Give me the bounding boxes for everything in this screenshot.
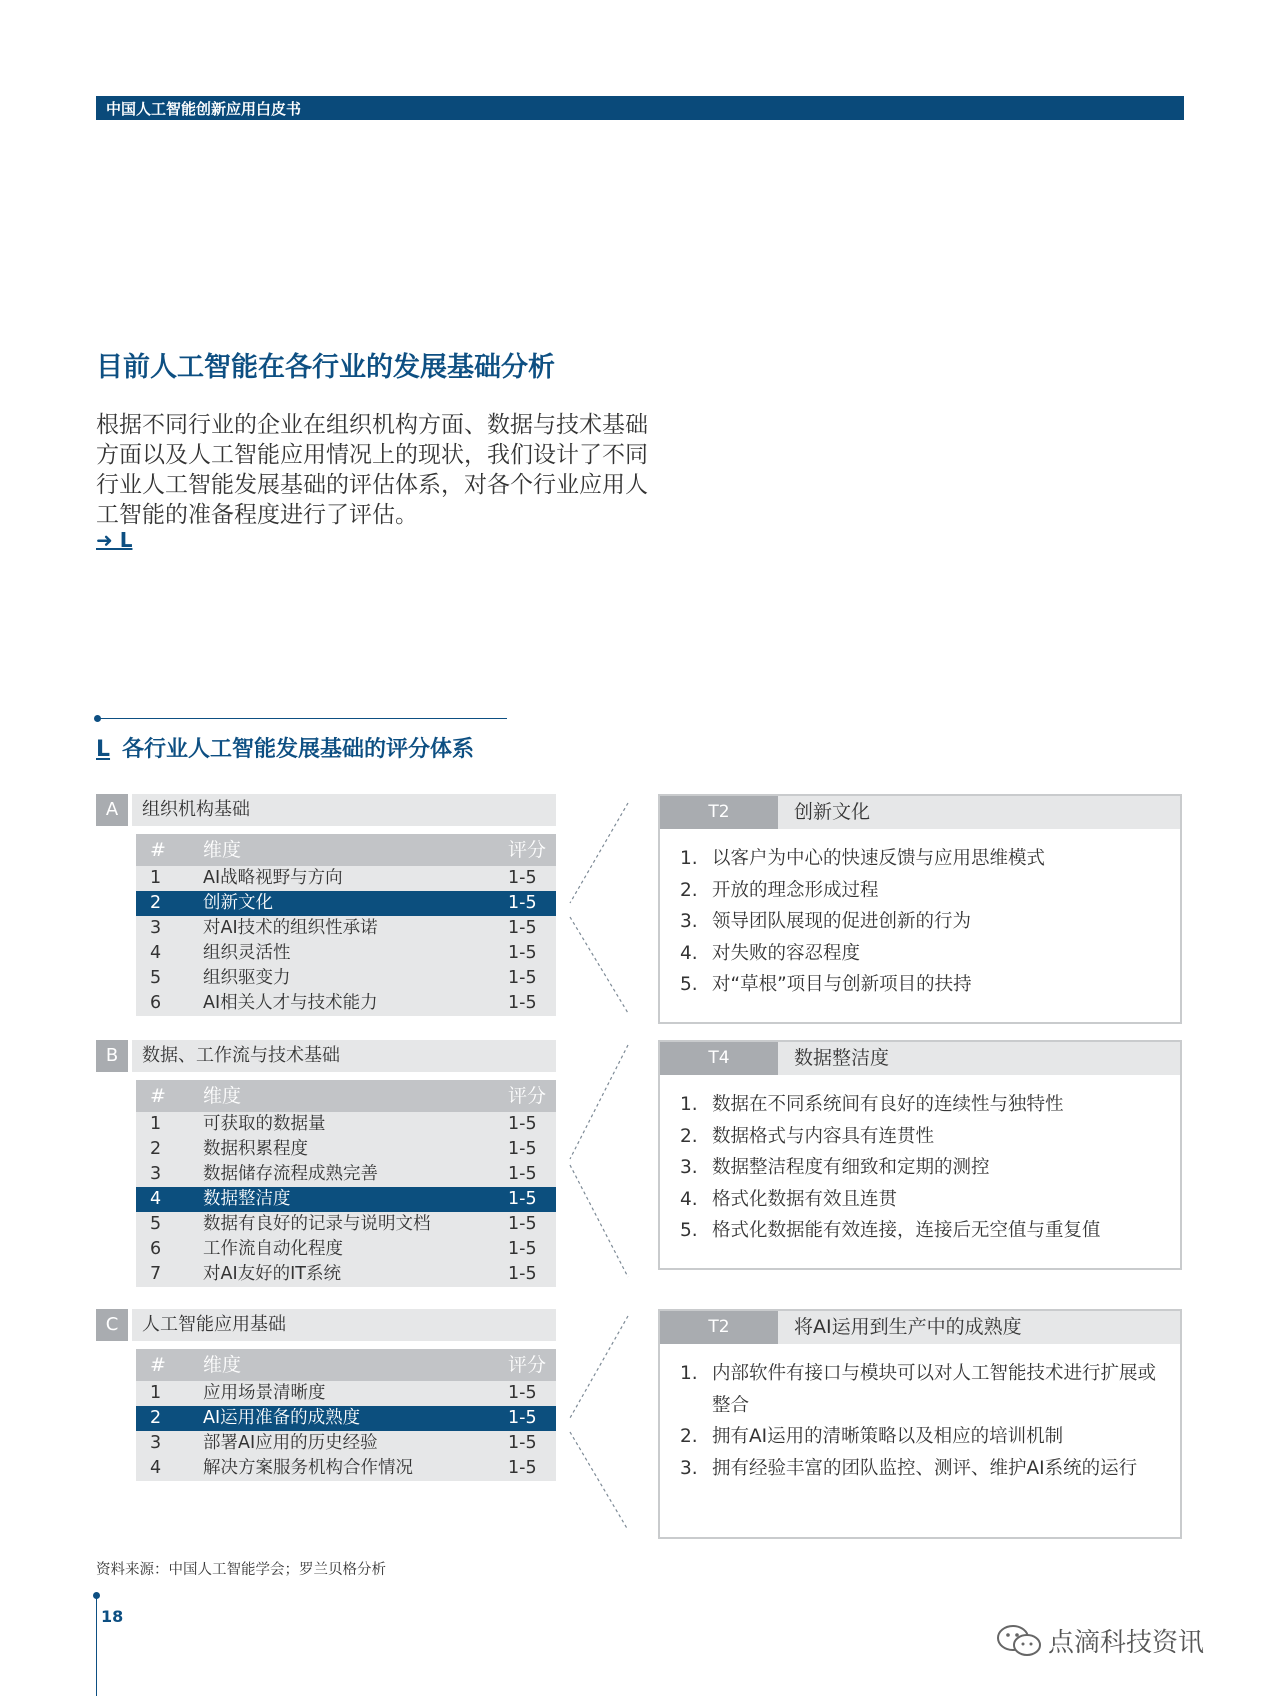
row-score: 1-5 xyxy=(508,1164,537,1184)
detail-list xyxy=(660,1344,1180,1484)
connector-line xyxy=(570,1045,628,1159)
item-number: 3. xyxy=(680,911,698,932)
col-num-header: # xyxy=(150,839,166,861)
row-dim: AI相关人才与技术能力 xyxy=(203,993,378,1013)
row-num: 6 xyxy=(150,1239,162,1259)
row-score: 1-5 xyxy=(508,1264,537,1284)
item-number: 1. xyxy=(680,1094,698,1115)
figure-rule xyxy=(97,718,507,719)
list-item xyxy=(660,969,1180,1001)
row-dim: 对AI技术的组织性承诺 xyxy=(203,918,378,938)
list-item xyxy=(660,1089,1180,1121)
row-score: 1-5 xyxy=(508,1458,537,1478)
row-dim: 对AI友好的IT系统 xyxy=(203,1264,341,1284)
wechat-icon xyxy=(996,1624,1042,1658)
table-row xyxy=(136,866,556,891)
table-row xyxy=(136,1162,556,1187)
row-num: 1 xyxy=(150,1114,162,1134)
category-table xyxy=(136,834,556,1016)
item-text: 领导团队展现的促进创新的行为 xyxy=(712,911,972,932)
category-title: 组织机构基础 xyxy=(132,794,556,826)
table-row xyxy=(136,1237,556,1262)
row-num: 4 xyxy=(150,1189,162,1209)
category-header xyxy=(96,1040,556,1072)
row-score: 1-5 xyxy=(508,1139,537,1159)
figure-title-text: 各行业人工智能发展基础的评分体系 xyxy=(122,737,475,762)
category-a xyxy=(96,794,556,1013)
item-text: 拥有AI运用的清晰策略以及相应的培训机制 xyxy=(712,1426,1064,1447)
watermark xyxy=(996,1622,1204,1659)
row-score: 1-5 xyxy=(508,918,537,938)
row-score: 1-5 xyxy=(508,868,537,888)
table-row-highlighted xyxy=(136,1406,556,1431)
row-num: 3 xyxy=(150,918,162,938)
row-score: 1-5 xyxy=(508,943,537,963)
table-header xyxy=(136,1349,556,1381)
connector-lines-a xyxy=(560,795,660,1015)
row-dim: 数据有良好的记录与说明文档 xyxy=(203,1214,431,1234)
item-text: 对“草根”项目与创新项目的扶持 xyxy=(712,974,972,995)
category-letter: A xyxy=(96,794,128,826)
figure-reference-link[interactable]: ➜ L xyxy=(96,528,133,552)
row-num: 5 xyxy=(150,1214,162,1234)
table-row xyxy=(136,1262,556,1287)
category-letter: B xyxy=(96,1040,128,1072)
category-b xyxy=(96,1040,556,1284)
item-number: 1. xyxy=(680,1363,698,1384)
source-note: 资料来源：中国人工智能学会；罗兰贝格分析 xyxy=(96,1562,386,1578)
connector-lines-c xyxy=(560,1310,660,1534)
col-score-header: 评分 xyxy=(508,1085,547,1107)
row-score: 1-5 xyxy=(508,1408,537,1428)
list-item xyxy=(660,1121,1180,1153)
item-text: 开放的理念形成过程 xyxy=(712,879,879,901)
row-score: 1-5 xyxy=(508,968,537,988)
table-header xyxy=(136,834,556,866)
figure-letter: L xyxy=(96,737,111,762)
row-num: 4 xyxy=(150,1458,162,1478)
item-text: 格式化数据能有效连接，连接后无空值与重复值 xyxy=(712,1220,1101,1241)
row-dim: 应用场景清晰度 xyxy=(203,1383,326,1403)
connector-line xyxy=(570,1165,628,1277)
category-header xyxy=(96,1309,556,1341)
row-num: 1 xyxy=(150,868,162,888)
section-title: 目前人工智能在各行业的发展基础分析 xyxy=(96,352,555,383)
table-header xyxy=(136,1080,556,1112)
item-number: 2. xyxy=(680,879,698,901)
row-num: 2 xyxy=(150,1408,162,1428)
item-text: 对失败的容忍程度 xyxy=(712,942,861,964)
list-item xyxy=(660,938,1180,970)
table-row xyxy=(136,1212,556,1237)
connector-lines-b xyxy=(560,1041,660,1281)
category-c xyxy=(96,1309,556,1478)
item-text: 格式化数据有效且连贯 xyxy=(712,1188,898,1210)
list-item xyxy=(660,1453,1180,1485)
item-number: 1. xyxy=(680,848,698,869)
item-number: 4. xyxy=(680,1188,698,1210)
detail-box-title: 数据整洁度 xyxy=(794,1047,890,1069)
table-row-highlighted xyxy=(136,1187,556,1212)
table-row xyxy=(136,916,556,941)
row-num: 5 xyxy=(150,968,162,988)
category-table xyxy=(136,1349,556,1481)
item-number: 5. xyxy=(680,974,698,995)
row-dim: 组织灵活性 xyxy=(203,943,291,963)
table-row xyxy=(136,1456,556,1481)
category-header xyxy=(96,794,556,826)
list-item xyxy=(660,1421,1180,1453)
item-text: 内部软件有接口与模块可以对人工智能技术进行扩展或整合 xyxy=(712,1363,1157,1416)
detail-box-tag: T2 xyxy=(660,1311,778,1344)
table-row xyxy=(136,966,556,991)
detail-box-tag: T4 xyxy=(660,1042,778,1075)
page-margin-line xyxy=(96,1596,97,1696)
col-dim-header: 维度 xyxy=(203,1085,242,1107)
table-row xyxy=(136,1112,556,1137)
item-number: 2. xyxy=(680,1426,698,1447)
row-dim: AI运用准备的成熟度 xyxy=(203,1408,361,1428)
row-dim: 数据整洁度 xyxy=(203,1189,291,1209)
list-item xyxy=(660,875,1180,907)
connector-line xyxy=(570,917,628,1013)
col-num-header: # xyxy=(150,1354,166,1376)
list-item xyxy=(660,843,1180,875)
list-item xyxy=(660,1152,1180,1184)
table-row-highlighted xyxy=(136,891,556,916)
category-letter: C xyxy=(96,1309,128,1341)
detail-box-data-cleanliness xyxy=(658,1040,1182,1270)
page-number: 18 xyxy=(101,1607,124,1626)
table-row xyxy=(136,1381,556,1406)
detail-list xyxy=(660,1075,1180,1247)
figure-title xyxy=(96,732,474,763)
col-num-header: # xyxy=(150,1085,166,1107)
detail-box-title: 创新文化 xyxy=(794,801,871,823)
category-title: 数据、工作流与技术基础 xyxy=(132,1040,556,1072)
row-score: 1-5 xyxy=(508,1433,537,1453)
row-score: 1-5 xyxy=(508,893,537,913)
table-row xyxy=(136,991,556,1016)
row-num: 2 xyxy=(150,893,162,913)
row-num: 1 xyxy=(150,1383,162,1403)
list-item xyxy=(660,1184,1180,1216)
list-item xyxy=(660,1358,1180,1421)
item-text: 拥有经验丰富的团队监控、测评、维护AI系统的运行 xyxy=(712,1457,1138,1479)
row-num: 4 xyxy=(150,943,162,963)
detail-box-header xyxy=(660,1311,1180,1344)
category-table xyxy=(136,1080,556,1287)
row-num: 3 xyxy=(150,1433,162,1453)
category-title: 人工智能应用基础 xyxy=(132,1309,556,1341)
list-item xyxy=(660,1215,1180,1247)
item-text: 以客户为中心的快速反馈与应用思维模式 xyxy=(712,848,1046,869)
row-num: 2 xyxy=(150,1139,162,1159)
col-score-header: 评分 xyxy=(508,1354,547,1376)
row-dim: 可获取的数据量 xyxy=(203,1114,326,1134)
row-score: 1-5 xyxy=(508,993,537,1013)
row-dim: 数据积累程度 xyxy=(203,1139,308,1159)
row-dim: 工作流自动化程度 xyxy=(203,1239,343,1259)
row-score: 1-5 xyxy=(508,1189,537,1209)
table-row xyxy=(136,1137,556,1162)
row-score: 1-5 xyxy=(508,1214,537,1234)
row-dim: 解决方案服务机构合作情况 xyxy=(203,1458,413,1478)
detail-box-title: 将AI运用到生产中的成熟度 xyxy=(794,1316,1022,1338)
detail-box-tag: T2 xyxy=(660,796,778,829)
header-title: 中国人工智能创新应用白皮书 xyxy=(106,100,302,118)
col-score-header: 评分 xyxy=(508,839,547,861)
row-dim: 创新文化 xyxy=(203,893,273,913)
connector-line xyxy=(570,1316,628,1418)
row-dim: 部署AI应用的历史经验 xyxy=(203,1433,378,1453)
row-dim: 组织驱变力 xyxy=(203,968,291,988)
detail-list xyxy=(660,829,1180,1001)
detail-box-ai-maturity xyxy=(658,1309,1182,1539)
table-row xyxy=(136,941,556,966)
connector-line xyxy=(570,1432,628,1530)
row-score: 1-5 xyxy=(508,1114,537,1134)
table-row xyxy=(136,1431,556,1456)
connector-line xyxy=(570,803,628,903)
row-score: 1-5 xyxy=(508,1383,537,1403)
row-num: 3 xyxy=(150,1164,162,1184)
watermark-text: 点滴科技资讯 xyxy=(1048,1628,1205,1658)
item-text: 数据在不同系统间有良好的连续性与独特性 xyxy=(712,1094,1064,1115)
col-dim-header: 维度 xyxy=(203,839,242,861)
intro-paragraph: 根据不同行业的企业在组织机构方面、数据与技术基础方面以及人工智能应用情况上的现状，我们设计了不同行业人工智能发展基础的评估体系，对各个行业应用人工智能的准备程度进行了评估。 xyxy=(96,412,648,528)
item-number: 3. xyxy=(680,1457,698,1479)
row-num: 6 xyxy=(150,993,162,1013)
row-dim: AI战略视野与方向 xyxy=(203,868,343,888)
header-bar xyxy=(96,96,1184,120)
item-text: 数据整洁程度有细致和定期的测控 xyxy=(712,1157,990,1178)
detail-box-innovation-culture xyxy=(658,794,1182,1024)
row-num: 7 xyxy=(150,1264,162,1284)
item-number: 3. xyxy=(680,1157,698,1178)
item-text: 数据格式与内容具有连贯性 xyxy=(712,1125,935,1147)
row-score: 1-5 xyxy=(508,1239,537,1259)
row-dim: 数据储存流程成熟完善 xyxy=(203,1164,378,1184)
detail-box-header xyxy=(660,796,1180,829)
list-item xyxy=(660,906,1180,938)
item-number: 4. xyxy=(680,942,698,964)
item-number: 5. xyxy=(680,1220,698,1241)
item-number: 2. xyxy=(680,1125,698,1147)
col-dim-header: 维度 xyxy=(203,1354,242,1376)
detail-box-header xyxy=(660,1042,1180,1075)
